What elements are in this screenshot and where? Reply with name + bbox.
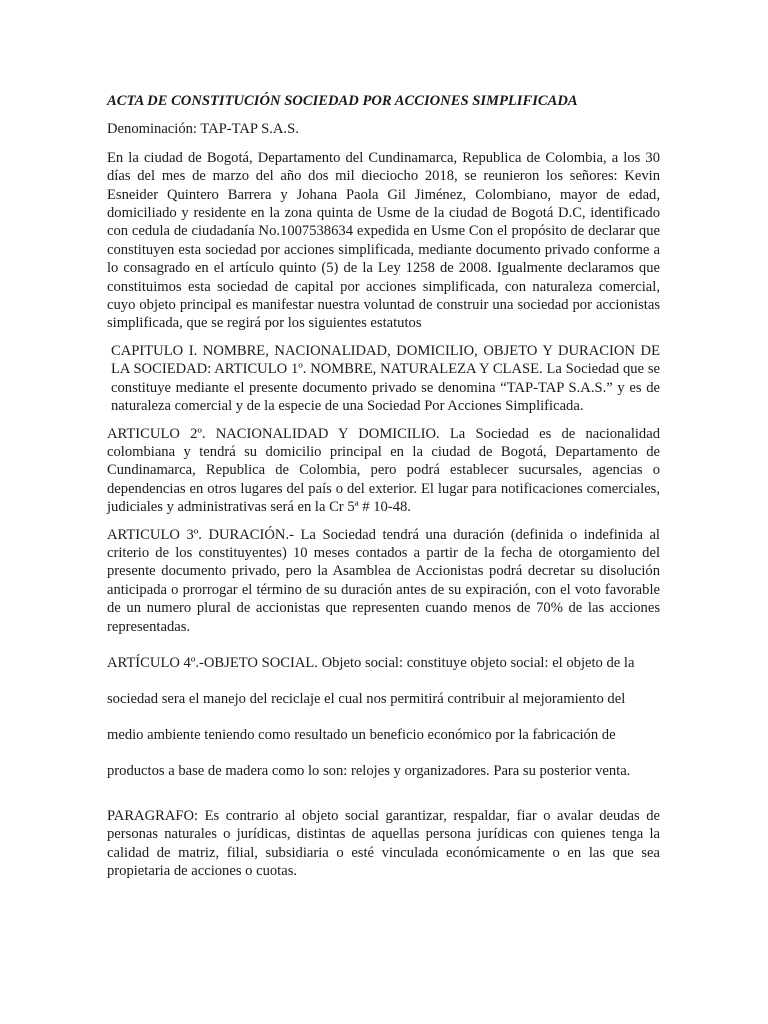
- articulo-4-line: sociedad sera el manejo del reciclaje el cual nos permitirá contribuir al mejoramiento del: [107, 690, 626, 707]
- articulo-3-paragraph: ARTICULO 3º. DURACIÓN.- La Sociedad tendrá una duración (definida o indefinida al criterio de los constituyentes) 10 meses contados a partir de la fecha de otorgamiento del presente documento privado, pero la Asamblea de Accionistas podrá decretar su disolución anticipada o prorrogar el término de su duración antes de su expiración, con el voto favorable de un numero plural de accionistas que representen cuando menos de 70% de las acciones representadas.: [107, 526, 660, 635]
- articulo-2-paragraph: ARTICULO 2º. NACIONALIDAD Y DOMICILIO. La Sociedad es de nacionalidad colombiana y tendrá su domicilio principal en la ciudad de Bogotá, Departamento de Cundinamarca, Republica de Colombia, pero podrá establecer sucursales, agencias o dependencias en otros lugares del país o del exterior. El lugar para notificaciones comerciales, judiciales y administrativas será en la Cr 5ª # 10-48.: [107, 425, 660, 516]
- document-title: ACTA DE CONSTITUCIÓN SOCIEDAD POR ACCIONES SIMPLIFICADA: [107, 93, 578, 109]
- articulo-4-line: productos a base de madera como lo son: relojes y organizadores. Para su posterior venta.: [107, 762, 631, 779]
- articulo-4-paragraph: [107, 645, 660, 789]
- intro-paragraph: En la ciudad de Bogotá, Departamento del Cundinamarca, Republica de Colombia, a los 30 días del mes de marzo del año dos mil dieciocho 2018, se reunieron los señores: Kevin Esneider Quintero Barrera y Johana Paola Gil Jiménez, Colombiano, mayor de edad, domiciliado y residente en la zona quinta de Usme de la ciudad de Bogotá D.C, identificado con cedula de ciudadanía No.1007538634 expedida en Usme Con el propósito de declarar que constituyen esta sociedad por acciones simplificada, mediante documento privado conforme a lo consagrado en el artículo quinto (5) de la Ley 1258 de 2008. Igualmente declaramos que constituimos esta sociedad de capital por acciones simplificada, con naturaleza comercial, cuyo objeto principal es manifestar nuestra voluntad de construir una sociedad por accionistas simplificada, que se regirá por los siguientes estatutos: [107, 149, 660, 332]
- document-page: [107, 92, 660, 890]
- articulo-4-line: medio ambiente teniendo como resultado un beneficio económico por la fabricación de: [107, 726, 616, 743]
- capitulo-1-paragraph: CAPITULO I. NOMBRE, NACIONALIDAD, DOMICILIO, OBJETO Y DURACION DE LA SOCIEDAD: ARTICULO 1º. NOMBRE, NATURALEZA Y CLASE. La Sociedad que se constituye mediante el presente documento privado se denomina “TAP-TAP S.A.S.” y es de naturaleza comercial y de la especie de una Sociedad Por Acciones Simplificada.: [111, 342, 660, 415]
- articulo-4-line: ARTÍCULO 4º.-OBJETO SOCIAL. Objeto social: constituye objeto social: el objeto de la: [107, 654, 635, 671]
- paragrafo-paragraph: PARAGRAFO: Es contrario al objeto social garantizar, respaldar, fiar o avalar deudas de personas naturales o jurídicas, distintas de aquellas persona jurídicas con quienes tenga la calidad de matriz, filial, subsidiaria o esté vinculada económicamente o en las que sea propietaria de acciones o cuotas.: [107, 807, 660, 880]
- denominacion-line: Denominación: TAP-TAP S.A.S.: [107, 121, 299, 138]
